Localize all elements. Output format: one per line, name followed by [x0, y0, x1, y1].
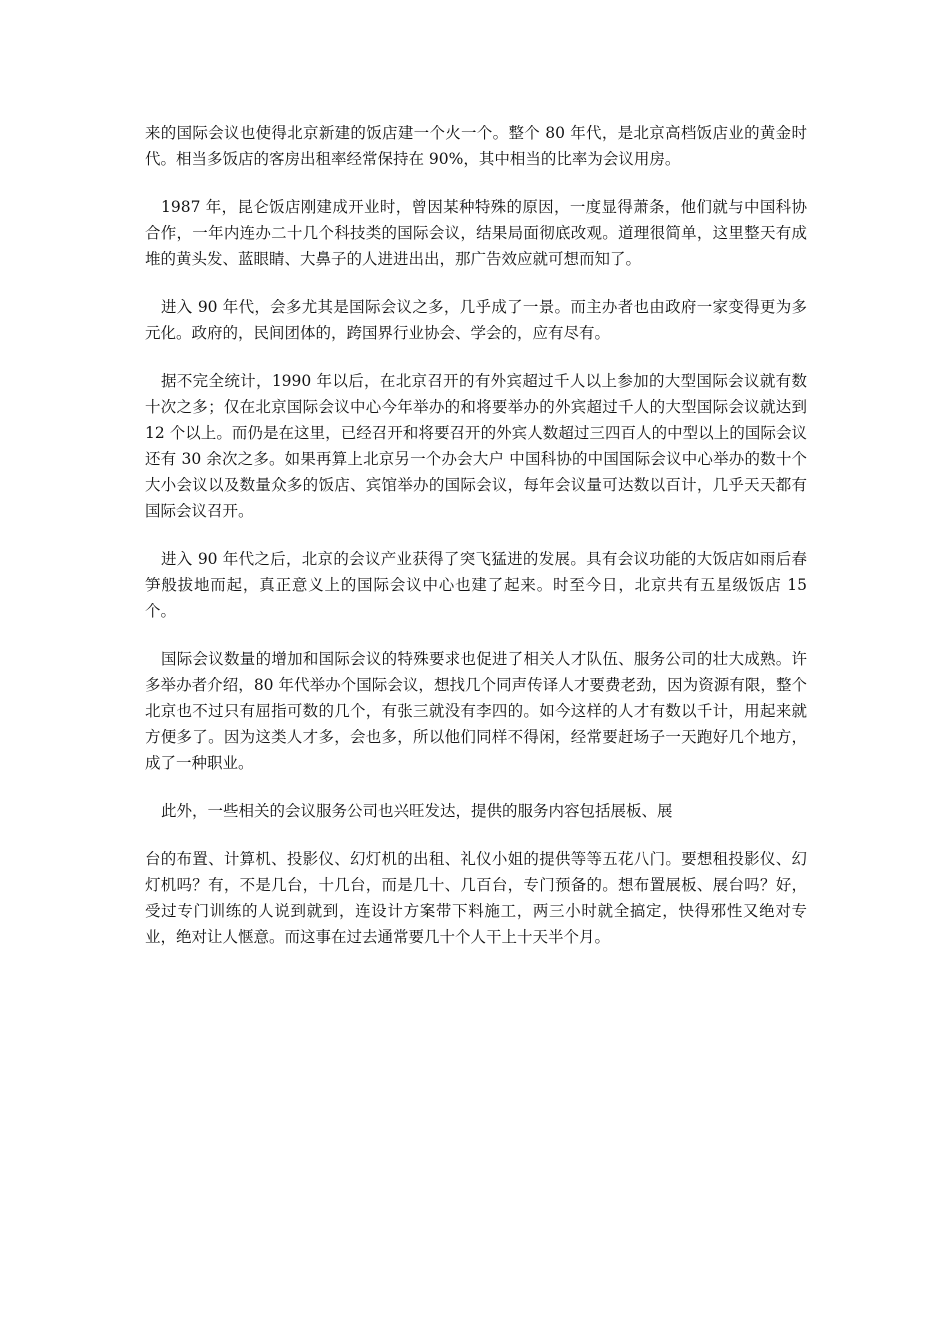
document-page: [145, 120, 807, 972]
paragraph-4: 据不完全统计，1990 年以后，在北京召开的有外宾超过千人以上参加的大型国际会议就有数十次之多；仅在北京国际会议中心今年举办的和将要举办的外宾超过千人的大型国际会议就达到 12 个以上。而仍是在这里，已经召开和将要召开的外宾人数超过三四百人的中型以上的国际会议还有 30 余次之多。如果再算上北京另一个办会大户 中国科协的中国国际会议中心举办的数十个大小会议以及数量众多的饭店、宾馆举办的国际会议，每年会议量可达数以百计，几乎天天都有国际会议召开。: [145, 372, 807, 520]
paragraph-3: 进入 90 年代，会多尤其是国际会议之多，几乎成了一景。而主办者也由政府一家变得更为多元化。政府的，民间团体的，跨国界行业协会、学会的，应有尽有。: [145, 298, 807, 342]
paragraph-6: 国际会议数量的增加和国际会议的特殊要求也促进了相关人才队伍、服务公司的壮大成熟。许多举办者介绍，80 年代举办个国际会议，想找几个同声传译人才要费老劲，因为资源有限，整个北京也不过只有屈指可数的几个，有张三就没有李四的。如今这样的人才有数以千计，用起来就方便多了。因为这类人才多，会也多，所以他们同样不得闲，经常要赶场子一天跑好几个地方，成了一种职业。: [145, 650, 807, 772]
paragraph-1: 来的国际会议也使得北京新建的饭店建一个火一个。整个 80 年代，是北京高档饭店业的黄金时代。相当多饭店的客房出租率经常保持在 90%，其中相当的比率为会议用房。: [145, 124, 807, 168]
paragraph-5: 进入 90 年代之后，北京的会议产业获得了突飞猛进的发展。具有会议功能的大饭店如雨后春笋般拔地而起，真正意义上的国际会议中心也建了起来。时至今日，北京共有五星级饭店 15 个。: [145, 550, 807, 620]
paragraph-8: 台的布置、计算机、投影仪、幻灯机的出租、礼仪小姐的提供等等五花八门。要想租投影仪、幻灯机吗？有，不是几台，十几台，而是几十、几百台，专门预备的。想布置展板、展台吗？好，受过专门训练的人说到就到，连设计方案带下料施工，两三小时就全搞定，快得邪性又绝对专业，绝对让人惬意。而这事在过去通常要几十个人干上十天半个月。: [145, 850, 807, 946]
paragraph-7: 此外，一些相关的会议服务公司也兴旺发达，提供的服务内容包括展板、展: [161, 802, 673, 820]
paragraph-2: 1987 年，昆仑饭店刚建成开业时，曾因某种特殊的原因，一度显得萧条，他们就与中国科协合作，一年内连办二十几个科技类的国际会议，结果局面彻底改观。道理很简单，这里整天有成堆的黄头发、蓝眼睛、大鼻子的人进进出出，那广告效应就可想而知了。: [145, 198, 807, 268]
